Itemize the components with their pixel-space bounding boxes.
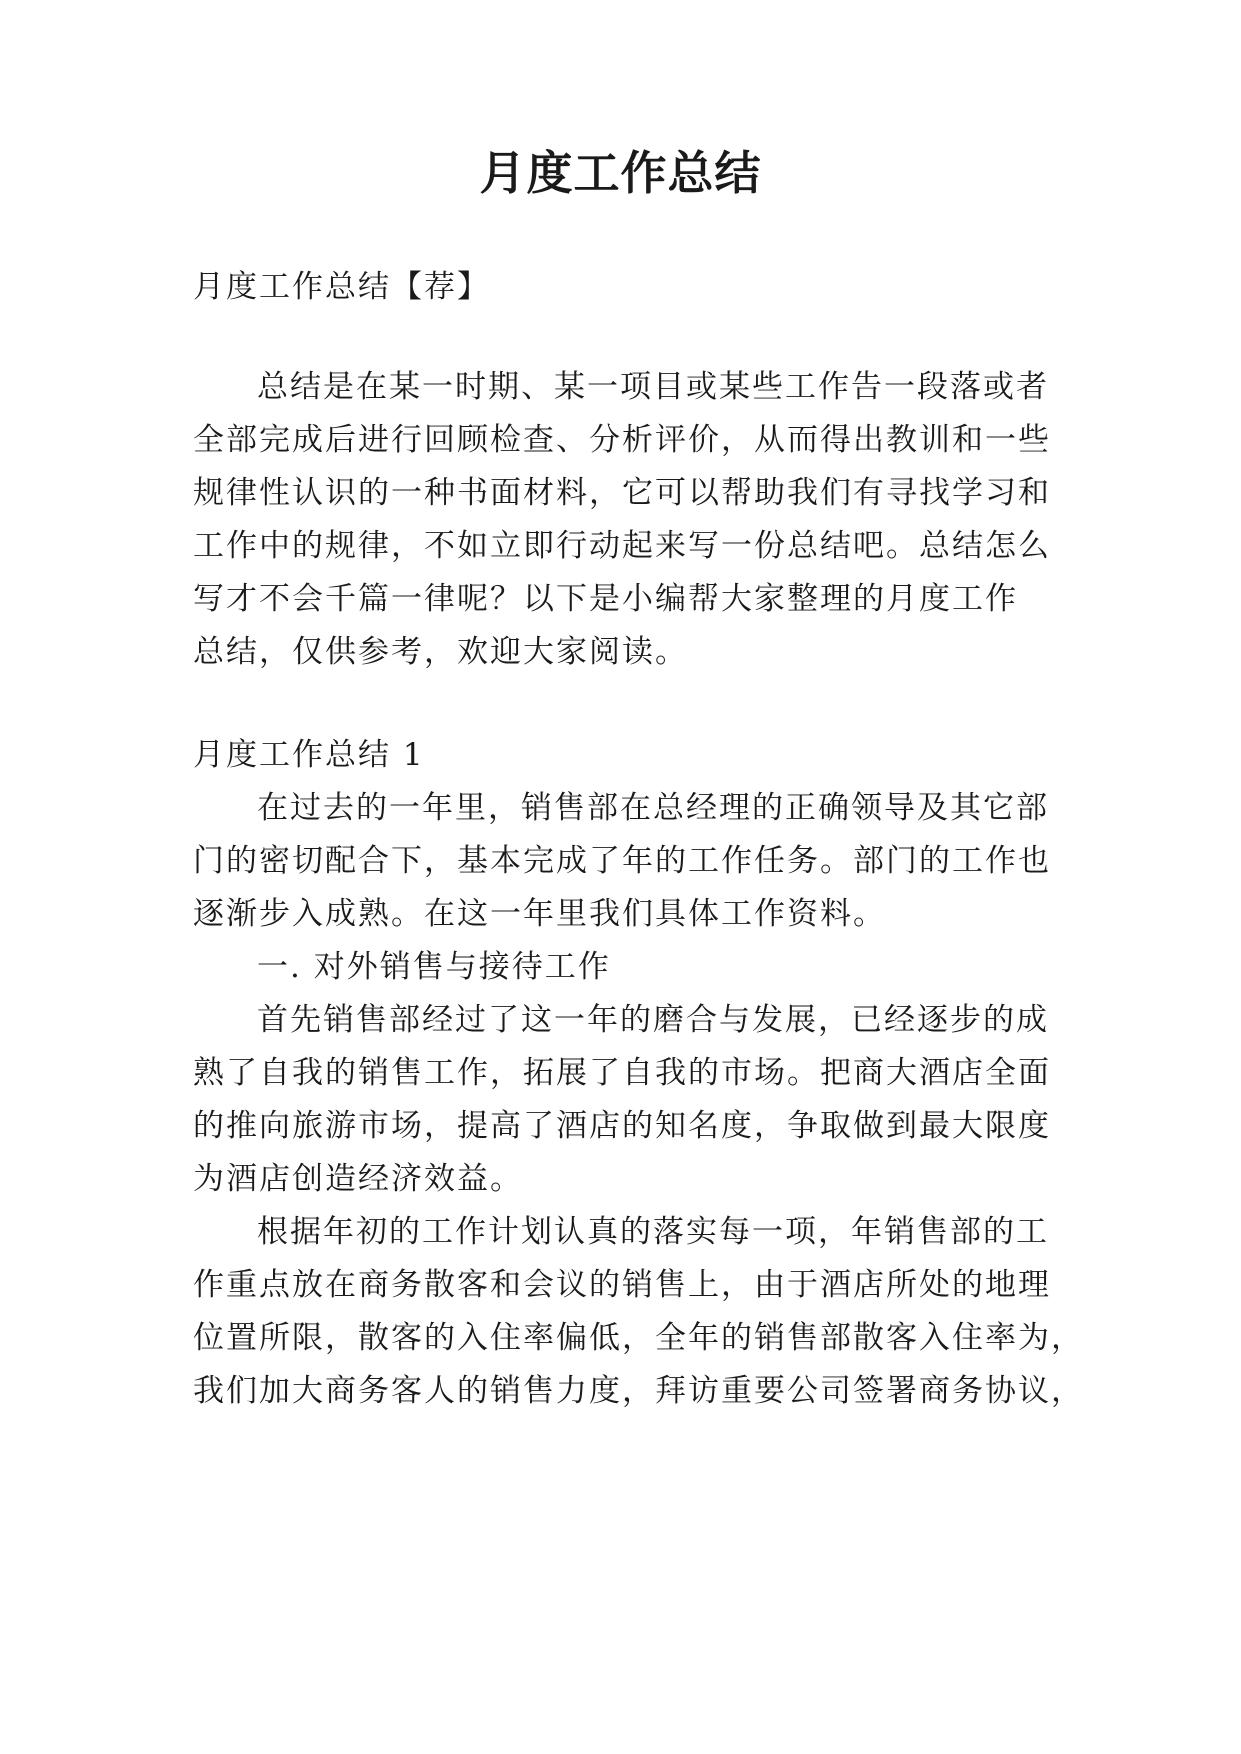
paragraph-line: 熟了自我的销售工作，拓展了自我的市场。把商大酒店全面 xyxy=(193,1055,1051,1091)
paragraph-line: 我们加大商务客人的销售力度，拜访重要公司签署商务协议， xyxy=(193,1373,1084,1409)
intro-line: 写才不会千篇一律呢？以下是小编帮大家整理的月度工作 xyxy=(193,581,1018,617)
paragraph-line: 作重点放在商务散客和会议的销售上，由于酒店所处的地理 xyxy=(193,1267,1051,1303)
paragraph-line: 的推向旅游市场，提高了酒店的知名度，争取做到最大限度 xyxy=(193,1108,1051,1144)
intro-line: 全部完成后进行回顾检查、分析评价，从而得出教训和一些 xyxy=(193,422,1051,458)
subheading: 一. 对外销售与接待工作 xyxy=(257,949,611,985)
paragraph-line: 在过去的一年里，销售部在总经理的正确领导及其它部 xyxy=(257,790,1049,826)
paragraph-line: 根据年初的工作计划认真的落实每一项，年销售部的工 xyxy=(257,1214,1049,1250)
document-title: 月度工作总结 xyxy=(479,146,762,200)
document-subtitle: 月度工作总结【荐】 xyxy=(193,269,490,305)
intro-line: 总结是在某一时期、某一项目或某些工作告一段落或者 xyxy=(257,369,1049,405)
paragraph-line: 位置所限，散客的入住率偏低，全年的销售部散客入住率为， xyxy=(193,1320,1084,1356)
intro-line: 总结，仅供参考，欢迎大家阅读。 xyxy=(193,634,688,670)
paragraph-line: 逐渐步入成熟。在这一年里我们具体工作资料。 xyxy=(193,896,886,932)
intro-line: 工作中的规律，不如立即行动起来写一份总结吧。总结怎么 xyxy=(193,528,1051,564)
paragraph-line: 首先销售部经过了这一年的磨合与发展，已经逐步的成 xyxy=(257,1002,1049,1038)
paragraph-line: 门的密切配合下，基本完成了年的工作任务。部门的工作也 xyxy=(193,843,1051,879)
intro-line: 规律性认识的一种书面材料，它可以帮助我们有寻找学习和 xyxy=(193,475,1051,511)
section-heading: 月度工作总结 1 xyxy=(193,737,425,773)
paragraph-line: 为酒店创造经济效益。 xyxy=(193,1161,523,1197)
